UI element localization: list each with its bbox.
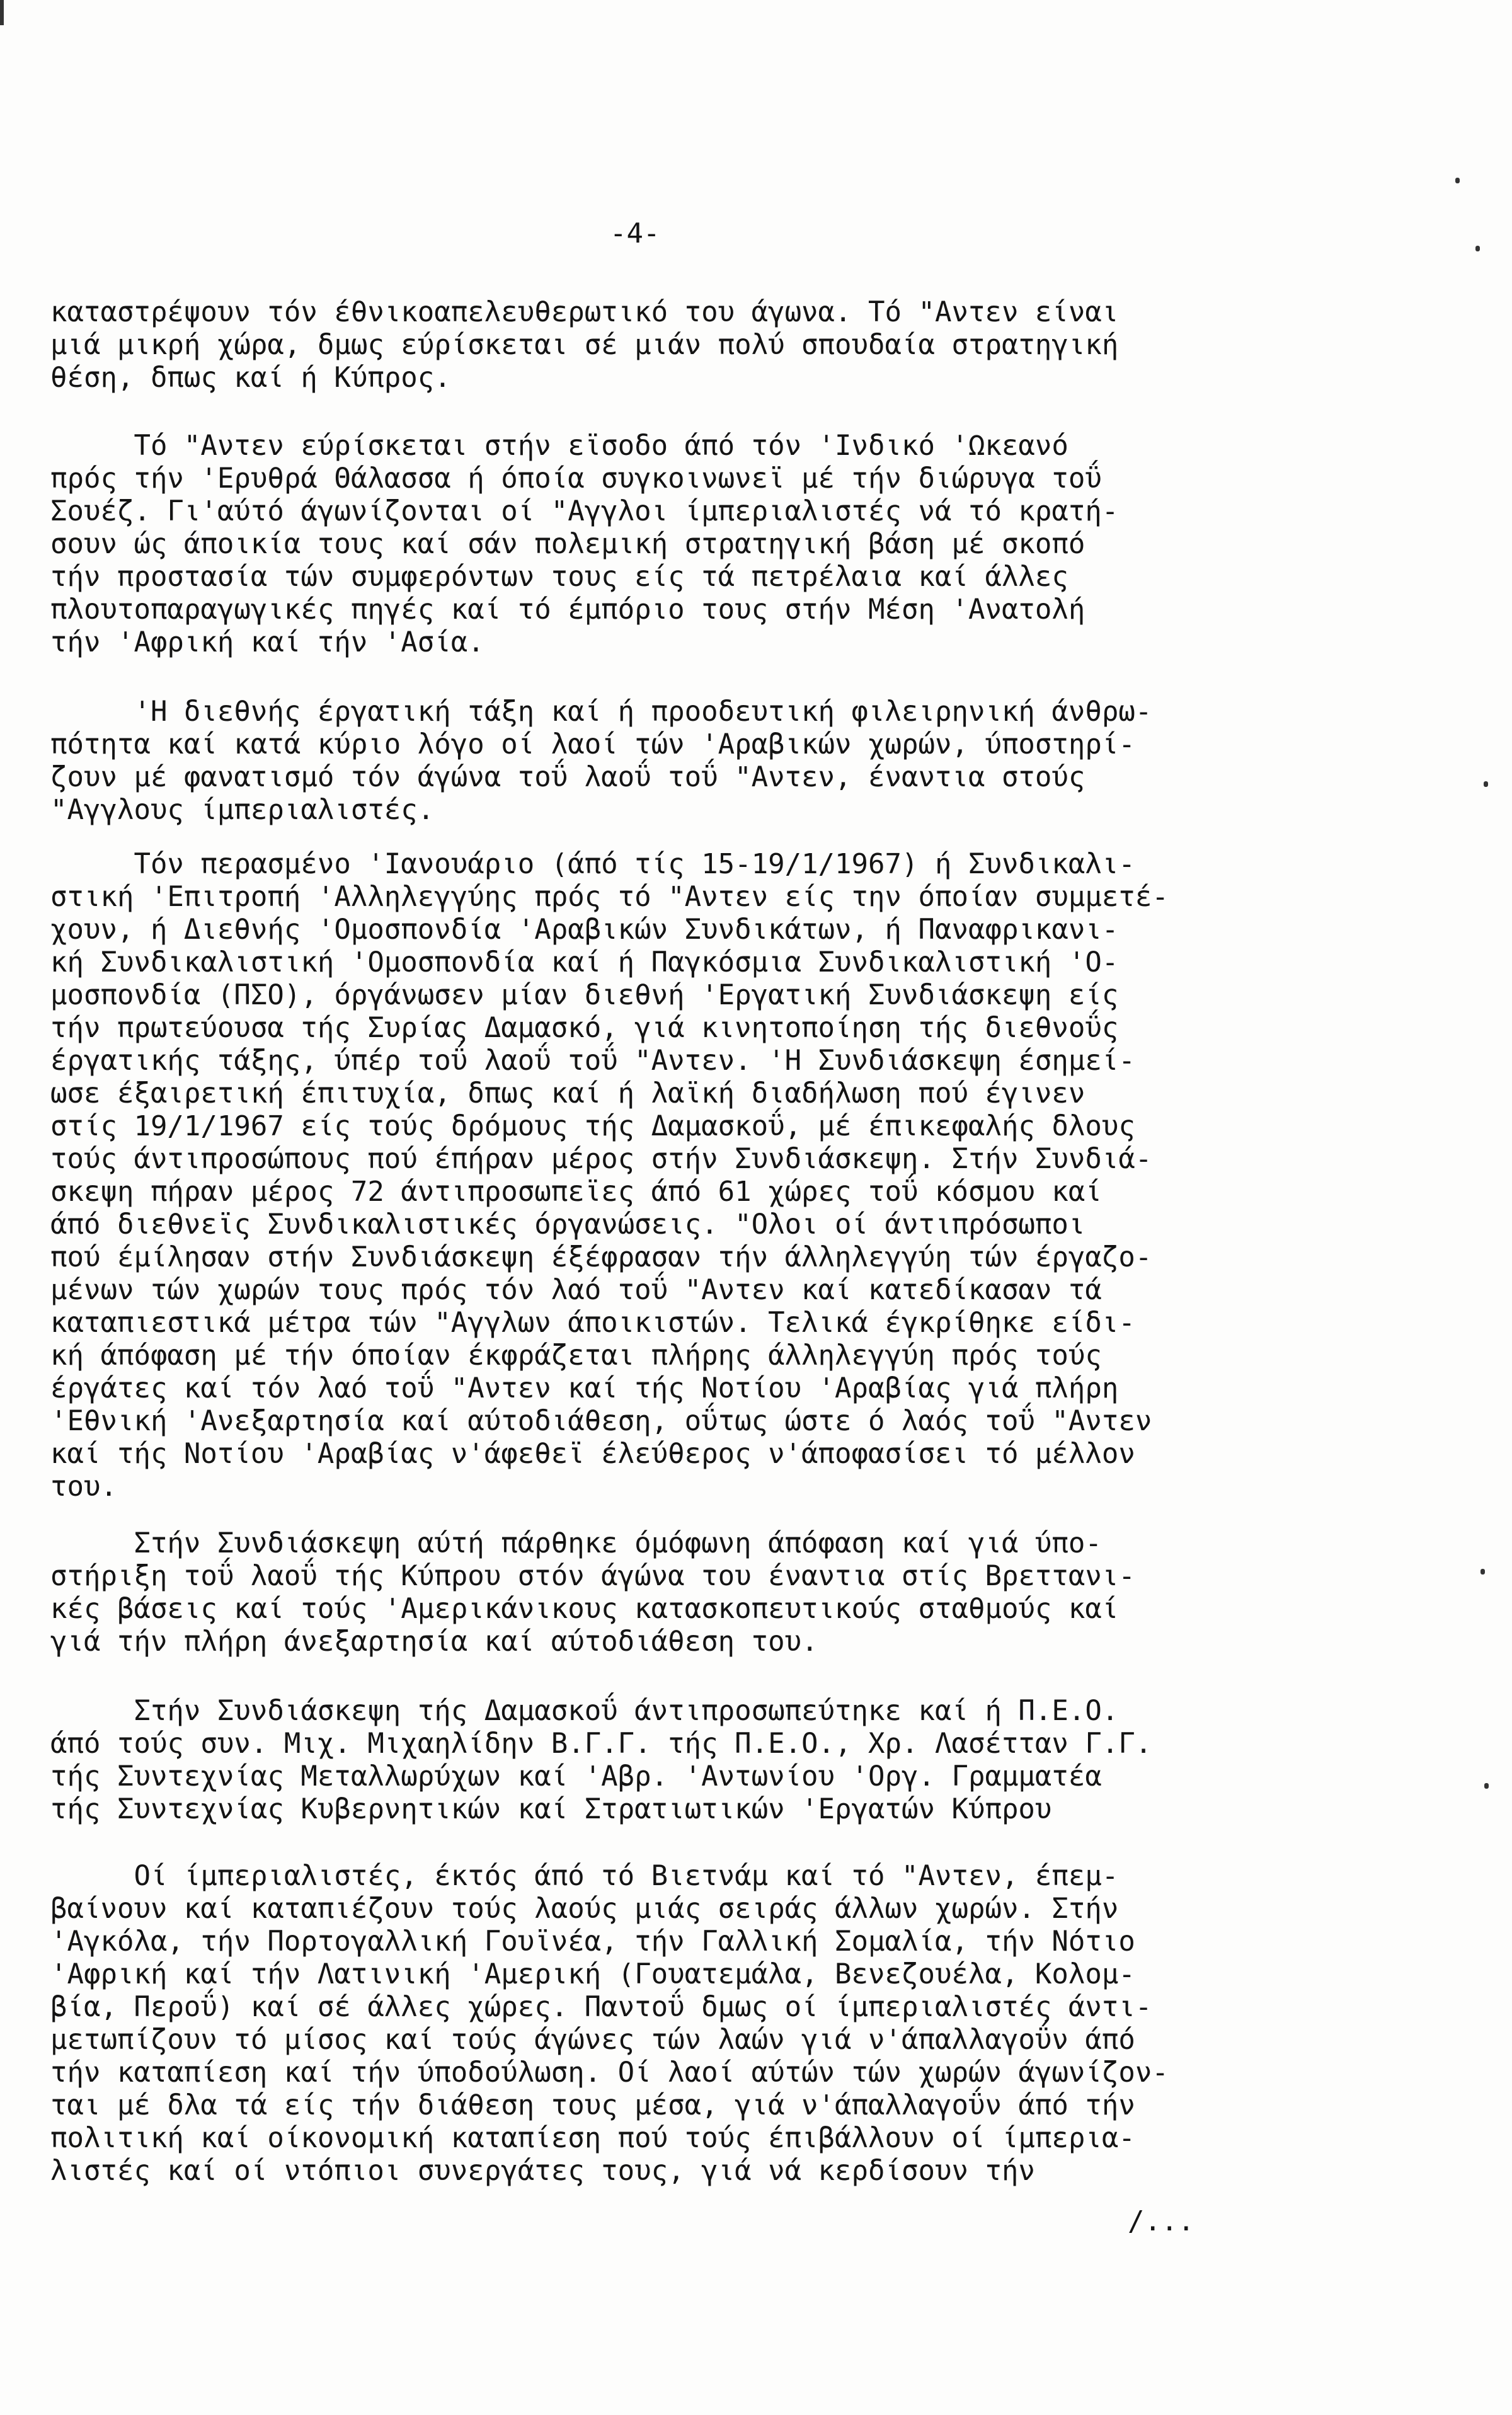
text-line: θέση, δπως καί ή Κύπρος. xyxy=(50,362,451,394)
text-line: τήν καταπίεση καί τήν ύποδούλωση. Οί λαοί αύτών τών χωρών άγωνίζον- xyxy=(50,2056,1169,2089)
text-line: στική 'Επιτροπή 'Αλληλεγγύης πρός τό "Αντεν είς την όποίαν συμμετέ- xyxy=(50,881,1169,913)
text-line: 'Αφρική καί τήν Λατινική 'Αμερική (Γουατεμάλα, Βενεζουέλα, Κολομ- xyxy=(50,1958,1135,1990)
text-line: Τόν περασμένο 'Ιανουάριο (άπό τίς 15-19/1/1967) ή Συνδικαλι- xyxy=(50,848,1135,880)
text-line: τής Συντεχνίας Κυβερνητικών καί Στρατιωτικών 'Εργατών Κύπρου xyxy=(50,1793,1052,1825)
text-line: καταστρέψουν τόν έθνικοαπελευθερωτικό του άγωνα. Τό "Αντεν είναι xyxy=(50,296,1119,328)
text-line: σκεψη πήραν μέρος 72 άντιπροσωπεϊες άπό 61 χώρες τοΰ κόσμου καί xyxy=(50,1176,1102,1208)
text-line: μετωπίζουν τό μίσος καί τούς άγώνες τών λαών γιά ν'άπαλλαγοΰν άπό xyxy=(50,2024,1135,2056)
text-line: κή Συνδικαλιστική 'Ομοσπονδία καί ή Παγκόσμια Συνδικαλιστική 'Ο- xyxy=(50,946,1119,978)
margin-speck xyxy=(1484,1783,1489,1789)
text-line: Στήν Συνδιάσκεψη αύτή πάρθηκε όμόφωνη άπόφαση καί γιά ύπο- xyxy=(50,1527,1102,1559)
text-line: στήριξη τοΰ λαοΰ τής Κύπρου στόν άγώνα του έναντια στίς Βρεττανι- xyxy=(50,1560,1135,1592)
text-line: μοσπονδία (ΠΣΟ), όργάνωσεν μίαν διεθνή 'Εργατική Συνδιάσκεψη είς xyxy=(50,979,1119,1011)
text-line: μένων τών χωρών τους πρός τόν λαό τοΰ "Αντεν καί κατεδίκασαν τά xyxy=(50,1274,1102,1306)
text-line: τήν πρωτεύουσα τής Συρίας Δαμασκό, γιά κινητοποίηση τής διεθνοΰς xyxy=(50,1012,1119,1044)
text-line: πότητα καί κατά κύριο λόγο οί λαοί τών 'Αραβικών χωρών, ύποστηρί- xyxy=(50,728,1135,760)
text-line: Σουέζ. Γι'αύτό άγωνίζονται οί "Αγγλοι ίμπεριαλιστές νά τό κρατή- xyxy=(50,495,1119,527)
page-number: -4- xyxy=(610,217,660,250)
text-line: κή άπόφαση μέ τήν όποίαν έκφράζεται πλήρης άλληλεγγύη πρός τούς xyxy=(50,1339,1102,1372)
text-line: μιά μικρή χώρα, δμως εύρίσκεται σέ μιάν πολύ σπουδαία στρατηγική xyxy=(50,329,1119,361)
text-line: άπό τούς συν. Μιχ. Μιχαηλίδην Β.Γ.Γ. τής Π.Ε.Ο., Χρ. Λασέτταν Γ.Γ. xyxy=(50,1728,1152,1760)
text-line: ζουν μέ φανατισμό τόν άγώνα τοΰ λαοΰ τοΰ "Αντεν, έναντια στούς xyxy=(50,761,1085,793)
text-line: σουν ώς άποικία τους καί σάν πολεμική στρατηγική βάση μέ σκοπό xyxy=(50,528,1085,560)
text-line: του. xyxy=(50,1471,117,1503)
text-line: πλουτοπαραγωγικές πηγές καί τό έμπόριο τους στήν Μέση 'Ανατολή xyxy=(50,594,1085,626)
text-line: πολιτική καί οίκονομική καταπίεση πού τούς έπιβάλλουν οί ίμπερια- xyxy=(50,2122,1135,2154)
text-line: κές βάσεις καί τούς 'Αμερικάνικους κατασκοπευτικούς σταθμούς καί xyxy=(50,1593,1119,1625)
text-line: ται μέ δλα τά είς τήν διάθεση τους μέσα, γιά ν'άπαλλαγοΰν άπό τήν xyxy=(50,2089,1135,2121)
text-line: πού έμίλησαν στήν Συνδιάσκεψη έξέφρασαν τήν άλληλεγγύη τών έργαζο- xyxy=(50,1241,1152,1273)
text-line: έργατικής τάξης, ύπέρ τοΰ λαοΰ τοΰ "Αντεν. 'Η Συνδιάσκεψη έσημεί- xyxy=(50,1045,1135,1077)
text-line: καταπιεστικά μέτρα τών "Αγγλων άποικιστών. Τελικά έγκρίθηκε είδι- xyxy=(50,1307,1135,1339)
text-line: βία, Περοΰ) καί σέ άλλες χώρες. Παντοΰ δμως οί ίμπεριαλιστές άντι- xyxy=(50,1991,1152,2023)
text-line: ωσε έξαιρετική έπιτυχία, δπως καί ή λαϊκή διαδήλωση πού έγινεν xyxy=(50,1077,1085,1110)
text-line: τούς άντιπροσώπους πού έπήραν μέρος στήν Συνδιάσκεψη. Στήν Συνδιά- xyxy=(50,1143,1152,1175)
text-line: τήν προστασία τών συμφερόντων τους είς τά πετρέλαια καί άλλες xyxy=(50,561,1068,593)
text-line: έργάτες καί τόν λαό τοΰ "Αντεν καί τής Νοτίου 'Αραβίας γιά πλήρη xyxy=(50,1372,1119,1404)
text-line: χουν, ή Διεθνής 'Ομοσπονδία 'Αραβικών Συνδικάτων, ή Παναφρικανι- xyxy=(50,914,1119,946)
text-line: βαίνουν καί καταπιέζουν τούς λαούς μιάς σειράς άλλων χωρών. Στήν xyxy=(50,1893,1119,1925)
margin-speck xyxy=(1484,781,1488,787)
text-line: 'Εθνική 'Ανεξαρτησία καί αύτοδιάθεση, οΰτως ώστε ό λαός τοΰ "Αντεν xyxy=(50,1405,1152,1437)
margin-speck xyxy=(1475,246,1480,251)
page-edge-mark xyxy=(0,0,4,25)
text-line: Οί ίμπεριαλιστές, έκτός άπό τό Βιετνάμ καί τό "Αντεν, έπεμ- xyxy=(50,1860,1119,1892)
text-line: "Αγγλους ίμπεριαλιστές. xyxy=(50,794,435,826)
text-line: τής Συντεχνίας Μεταλλωρύχων καί 'Αβρ. 'Αντωνίου 'Οργ. Γραμματέα xyxy=(50,1760,1102,1793)
text-line: 'Αγκόλα, τήν Πορτογαλλική Γουϊνέα, τήν Γαλλική Σομαλία, τήν Νότιο xyxy=(50,1925,1135,1958)
text-line: 'Η διεθνής έργατική τάξη καί ή προοδευτική φιλειρηνική άνθρω- xyxy=(50,696,1152,728)
text-line: στίς 19/1/1967 είς τούς δρόμους τής Δαμασκοΰ, μέ έπικεφαλής δλους xyxy=(50,1110,1135,1142)
text-line: λιστές καί οί ντόπιοι συνεργάτες τους, γιά νά κερδίσουν τήν xyxy=(50,2155,1035,2187)
text-line: πρός τήν 'Ερυθρά Θάλασσα ή όποία συγκοινωνεϊ μέ τήν διώρυγα τοΰ xyxy=(50,462,1102,495)
continuation-mark: /... xyxy=(1128,2205,1194,2237)
text-line: Στήν Συνδιάσκεψη τής Δαμασκοΰ άντιπροσωπεύτηκε καί ή Π.Ε.Ο. xyxy=(50,1695,1119,1727)
text-line: άπό διεθνεϊς Συνδικαλιστικές όργανώσεις. "Ολοι οί άντιπρόσωποι xyxy=(50,1208,1085,1241)
margin-speck xyxy=(1480,1569,1485,1575)
margin-speck xyxy=(1455,178,1460,183)
text-line: τήν 'Αφρική καί τήν 'Ασία. xyxy=(50,626,484,658)
text-line: καί τής Νοτίου 'Αραβίας ν'άφεθεϊ έλεύθερος ν'άποφασίσει τό μέλλον xyxy=(50,1438,1135,1470)
text-line: γιά τήν πλήρη άνεξαρτησία καί αύτοδιάθεση του. xyxy=(50,1626,818,1658)
text-line: Τό "Αντεν εύρίσκεται στήν εϊσοδο άπό τόν 'Ινδικό 'Ωκεανό xyxy=(50,430,1068,462)
